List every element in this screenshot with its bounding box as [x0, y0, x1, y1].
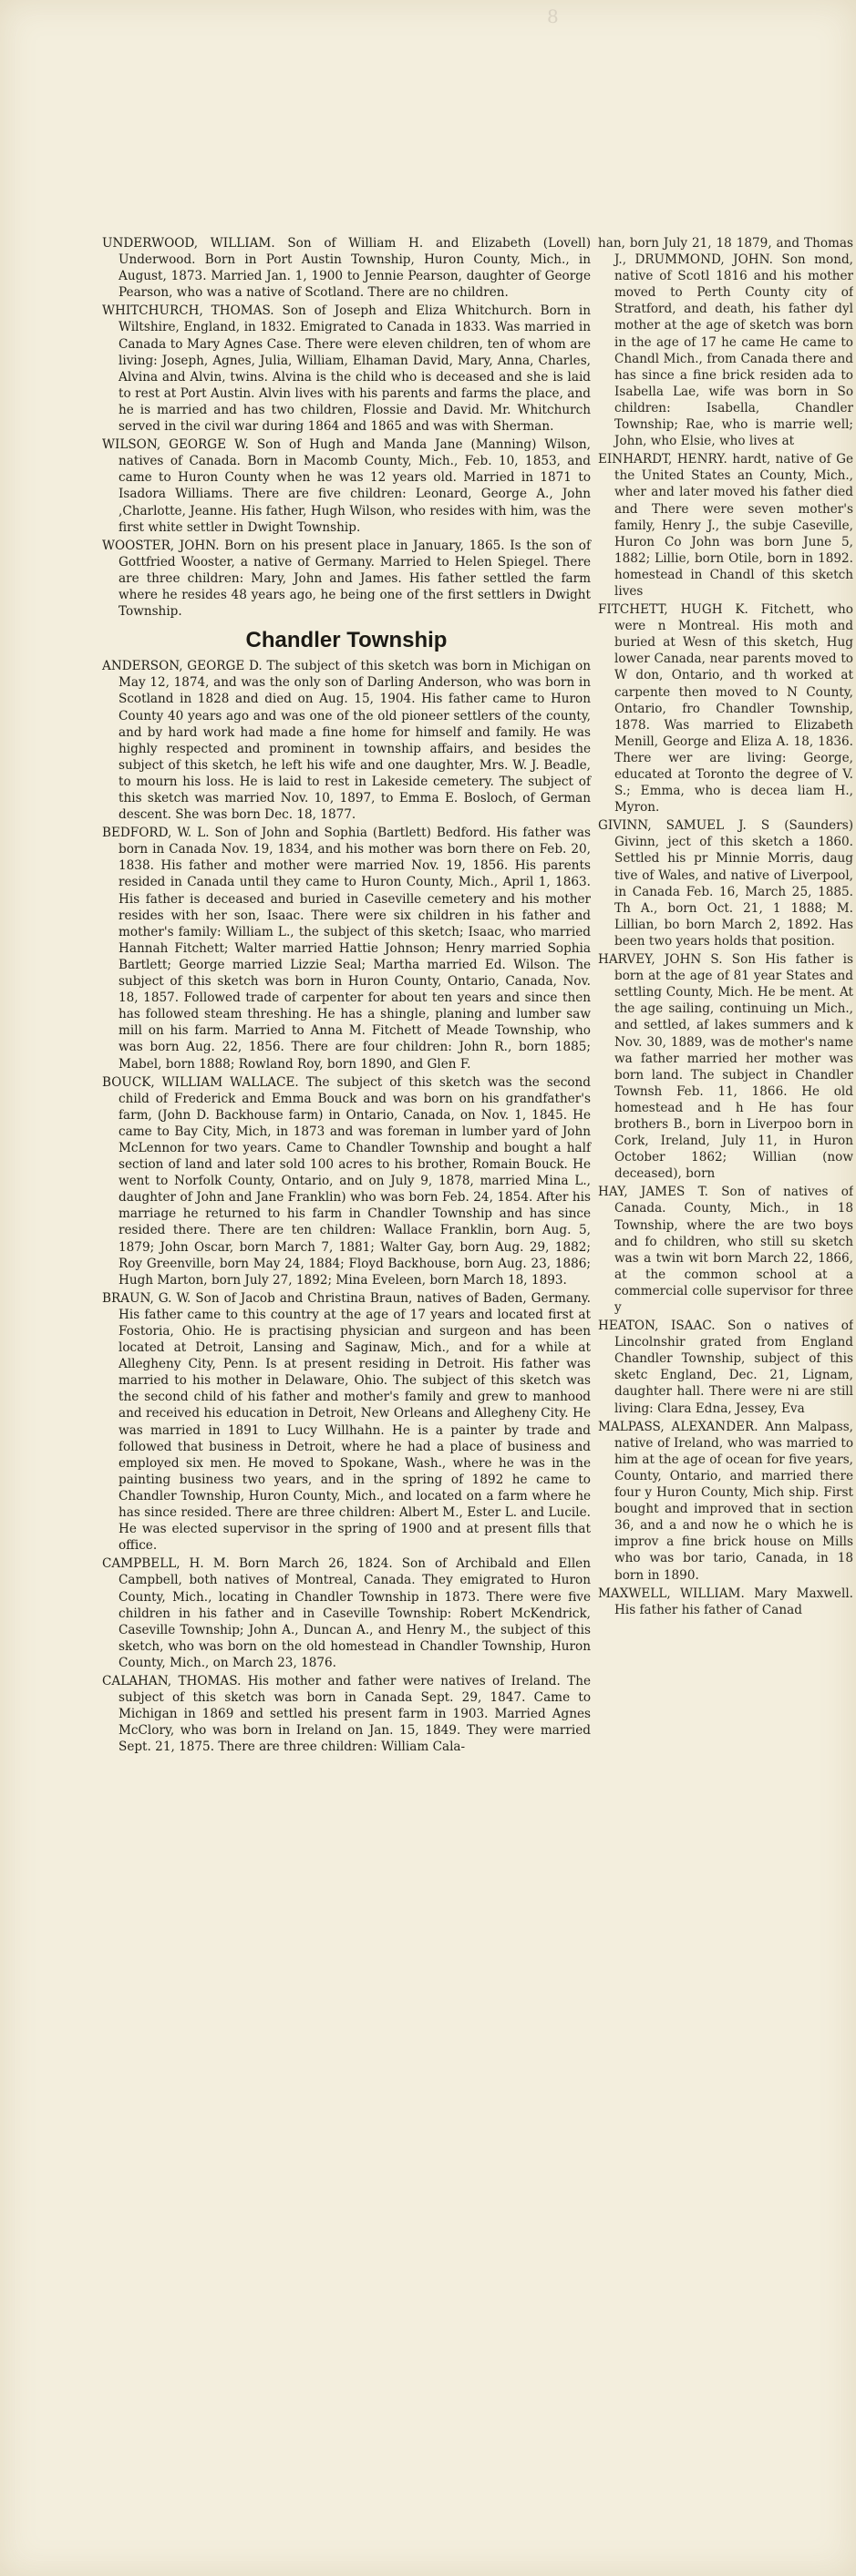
biography-entry — [598, 817, 853, 949]
entry-name: WILSON, GEORGE W. — [102, 437, 249, 453]
biography-entry — [102, 1673, 591, 1755]
entry-name: BRAUN, G. W. — [102, 1290, 191, 1306]
entry-text: Son of William H. and Elizabeth (Lovell) Underwood. Born in Port Austin Township, Huron County, Mich., in August, 1873. Married Jan. 1, 1900 to Jennie Pearson, daughter of George Pearson, who was a native of Scotland. There are no children. — [119, 236, 592, 301]
entry-name: HARVEY, JOHN S. — [598, 952, 723, 968]
entry-name: HEATON, ISAAC. — [598, 1319, 716, 1334]
entry-text: Son of Jacob and Christina Braun, natives of Baden, Germany. His father came to this country at the age of 17 years and located first at Fostoria, Ohio. He is practising physician and surgeon and has been located at Detroit, Lansing and Saginaw, Mich., and for a while at Allegheny City, Penn. Is at present residing in Detroit. His father was married to his mother in Delaware, Ohio. The subject of this sketch was the second child of his father and mother's family and grew to manhood and received his education in Detroit, New Orleans and Allegheny City. He was married in 1891 to Lucy Willhahn. He is a painter by trade and followed that business in Detroit, where he had a place of business and employed six men. He moved to Spokane, Wash., where he was in the painting business two years, and in the spring of 1892 he came to Chandler Township, Huron County, Mich., and located on a farm where he has since resided. There are three children: Albert M., Ester L. and Lucile. He was elected supervisor in the spring of 1900 and at present fills that office. — [119, 1290, 592, 1554]
biography-entry — [102, 658, 591, 823]
section-heading: Chandler Township — [245, 628, 448, 653]
biography-entry — [102, 1290, 591, 1555]
entry-text: Fitchett, who were n Montreal. His moth and buried at Wesn of this sketch, Hug lower Canada, near parents moved to W don, Ontario, and th worked at carpente then moved to N County, Ontario, fro Chandler Township, 1878. Was married to Elizabeth Menill, George and Eliza A. 18, 1836. There wer are living: George, educated at Toronto the degree of V. S.; Emma, who is decea liam H., Myron. — [614, 602, 853, 816]
entry-text: Son of Joseph and Eliza Whitchurch. Born in Wiltshire, England, in 1832. Emigrated to Canada in 1833. Was married in Canada to Mary Agnes Case. There were eleven children, ten of whom are living: Joseph, Agnes, Julia, William, Elhaman David, Mary, Anna, Charles, Alvina and Alvin, twins. Alvina is the child who is deceased and she is laid to rest at Port Austin. Alvin lives with his parents and farms the place, and he is married and has two children, Flossie and David. Mr. Whitchurch served in the civil war during 1864 and 1865 and was with Sherman. — [119, 303, 592, 435]
right-column — [598, 235, 853, 1620]
entry-text: Son of natives of Canada. County, Mich., in 18 Township, where the are two boys and fo children, who still su sketch was a twin wit born March 22, 1866, at the common school at a commercial colle supervisor for three y — [614, 1185, 853, 1315]
entry-name: MAXWELL, WILLIAM. — [598, 1586, 745, 1601]
biography-entry — [102, 235, 591, 301]
biography-entry — [102, 303, 591, 435]
entry-text: Son His father is born at the age of 81 year States and settling County, Mich. He be ment. At the age sailing, continuing un Mich., and settled, af lakes summers and k Nov. 30, 1889, was de mother's name wa father married her mother was born land. The subject in Chandler Townsh Feb. 11, 1866. He old homestead and h He has four brothers B., born in Liverpoo born in Cork, Ireland, July 11, in Huron October 1862; Willian (now deceased), born — [614, 952, 853, 1182]
entry-text: Ann Malpass, native of Ireland, who was married to him at the age of ocean for five years, County, Ontario, and married there four y Huron County, Mich ship. First bought and improved that in section 36, and a and now he o which he is improv a fine brick house on Mills who was bor tario, Canada, in 18 born in 1890. — [614, 1419, 853, 1583]
entry-name: WOOSTER, JOHN. — [102, 538, 220, 553]
biography-entry — [598, 235, 853, 449]
entry-text: His mother and father were natives of Ireland. The subject of this sketch was born in Canada Sept. 29, 1847. Came to Michigan in 1869 and settled his present farm in 1903. Married Agnes McClory, who was born in Ireland on Jan. 15, 1849. They were married Sept. 21, 1875. There are three children: William Cala- — [119, 1673, 592, 1755]
entry-text: han, born July 21, 18 1879, and Thomas J., DRUMMOND, JOHN. Son mond, native of Scotl 1816 and his mother moved to Perth County city of Stratford, and death, his father dyl mother at the age of sketch was born in the age of 17 he came He came to Chandl Mich., from Canada there and has since a fine brick residen ada to Isabella Lae, wife was born in So children: Isabella, Chandler Township; Rae, who is marrie well; John, who Elsie, who lives at — [598, 236, 853, 449]
page-mark: 8 — [547, 5, 559, 27]
entry-name: ANDERSON, GEORGE D. — [102, 659, 263, 674]
biography-entry — [598, 1586, 853, 1618]
left-column-top-entries — [102, 235, 591, 620]
entry-name: BEDFORD, W. L. — [102, 826, 210, 841]
entry-name: FITCHETT, HUGH K. — [598, 602, 748, 618]
entry-name: WHITCHURCH, THOMAS. — [102, 303, 274, 319]
entry-text: The subject of this sketch was born in Michigan on May 12, 1874, and was the only son of Darling Anderson, who was born in Scotland in 1828 and died on Aug. 15, 1904. His father came to Huron County 40 years ago and was one of the old pioneer settlers of the county, and by hard work had made a fine home for himself and family. He was highly respected and prominent in township affairs, and besides the subject of this sketch, he left his wife and one daughter, Mrs. W. J. Beadle, to mourn his loss. He is laid to rest in Lakeside cemetery. The subject of this sketch was married Nov. 10, 1897, to Emma E. Bosloch, of German descent. She was born Dec. 18, 1877. — [119, 659, 591, 823]
entry-text: Born on his present place in January, 1865. Is the son of Gottfried Wooster, a native of Germany. Married to Helen Spiegel. There are three children: Mary, John and James. His father settled the farm where he resides 48 years ago, he being one of the first settlers in Dwight Township. — [119, 538, 591, 620]
biography-entry — [598, 1419, 853, 1584]
entry-name: BOUCK, WILLIAM WALLACE. — [102, 1074, 299, 1090]
left-column — [102, 235, 591, 1757]
entry-text: hardt, native of Ge the United States an County, Mich., wher and later moved his father died and There were seven mother's family, Henry J., the subje Caseville, Huron Co John was born June 5, 1882; Lillie, born Otile, born in 1892. homestead in Chandl of this sketch lives — [614, 452, 853, 599]
biography-entry — [598, 601, 853, 816]
biography-entry — [598, 451, 853, 600]
entry-name: EINHARDT, HENRY. — [598, 452, 727, 467]
biography-entry — [102, 1074, 591, 1288]
entry-text: Mary Maxwell. His father his father of Canad — [614, 1586, 853, 1617]
entry-text: S (Saunders) Givinn, ject of this sketch a 1860. Settled his pr Minnie Morris, daug tive of Wales, and native of Liverpool, in Canada Feb. 16, March 25, 1885. Th A., born Oct. 21, 1 1888; M. Lillian, bo born March 2, 1892. Has been two years holds that position. — [614, 818, 853, 949]
biography-entry — [102, 436, 591, 536]
left-column-bottom-entries — [102, 658, 591, 1755]
biography-entry — [102, 1555, 591, 1671]
entry-text: Son of John and Sophia (Bartlett) Bedford. His father was born in Canada Nov. 19, 1834, and his mother was born there on Feb. 20, 1838. His father and mother were married Nov. 19, 1856. His parents resided in Canada until they came to Huron County, Mich., April 1, 1863. His father is deceased and buried in Caseville cemetery and his mother resides with her son, Isaac. There were six children in his father and mother's family: William L., the subject of this sketch; Isaac, who married Hannah Fitchett; Walter married Hattie Johnson; Henry married Sophia Bartlett; George married Lizzie Seal; Martha married Ed. Wilson. The subject of this sketch was born in Huron County, Ontario, Canada, Nov. 18, 1857. Followed trade of carpenter for about ten years and since then has followed steam threshing. He has a shingle, planing and lumber saw mill on his farm. Married to Anna M. Fitchett of Meade Township, who was born Aug. 22, 1856. There are four children: John R., born 1885; Mabel, born 1888; Rowland Roy, born 1890, and Glen F. — [119, 826, 591, 1072]
right-column-entries — [598, 235, 853, 1618]
biography-entry — [598, 951, 853, 1182]
entry-name: HAY, JAMES T. — [598, 1185, 708, 1200]
entry-text: Son o natives of Lincolnshir grated from England Chandler Township, subject of this sketc England, Dec. 21, Lignam, daughter hall. There were ni are still living: Clara Edna, Jessey, Eva — [614, 1319, 853, 1416]
entry-name: UNDERWOOD, WILLIAM. — [102, 236, 275, 251]
biography-entry — [598, 1184, 853, 1316]
entry-name: GIVINN, SAMUEL J. — [598, 818, 747, 834]
biography-entry — [102, 825, 591, 1072]
entry-name: MALPASS, ALEXANDER. — [598, 1419, 758, 1434]
entry-text: The subject of this sketch was the second child of Frederick and Emma Bouck and was born on his grandfather's farm, (John D. Backhouse farm) in Ontario, Canada, on Nov. 1, 1845. He came to Bay City, Mich, in 1873 and was foreman in lumber yard of John McLennon for two years. Came to Chandler Township and bought a half section of land and later sold 100 acres to his brother, Romain Bouck. He went to Norfolk County, Ontario, and on July 9, 1878, married Mina L., daughter of John and Jane Franklin) who was born Feb. 24, 1854. After his marriage he returned to his farm in Chandler Township and has since resided there. There are ten children: Wallace Franklin, born Aug. 5, 1879; John Oscar, born March 7, 1881; Walter Gay, born Aug. 29, 1882; Roy Greenville, born May 24, 1884; Floyd Backhouse, born Aug. 23, 1886; Hugh Marton, born July 27, 1892; Mina Eveleen, born March 18, 1893. — [119, 1074, 592, 1288]
entry-text: Son of Hugh and Manda Jane (Manning) Wilson, natives of Canada. Born in Macomb County, Mich., Feb. 10, 1853, and came to Huron County when he was 12 years old. Married in 1871 to Isadora Williams. There are five children: Leonard, George A., John ,Charlotte, Jeanne. His father, Hugh Wilson, who resides with him, was the first white settler in Dwight Township. — [119, 437, 591, 535]
entry-name: CALAHAN, THOMAS. — [102, 1673, 242, 1688]
entry-text: Born March 26, 1824. Son of Archibald and Ellen Campbell, both natives of Montreal, Canada. They emigrated to Huron County, Mich., locating in Chandler Township in 1873. There were five children in his father and in Caseville Township: Robert McKendrick, Caseville Township; John A., Duncan A., and Henry M., the subject of this sketch, who was born on the old homestead in Chandler Township, Huron County, Mich., on March 23, 1876. — [119, 1556, 591, 1670]
biography-entry — [102, 538, 591, 620]
biography-entry — [598, 1318, 853, 1417]
entry-name: CAMPBELL, H. M. — [102, 1556, 230, 1572]
